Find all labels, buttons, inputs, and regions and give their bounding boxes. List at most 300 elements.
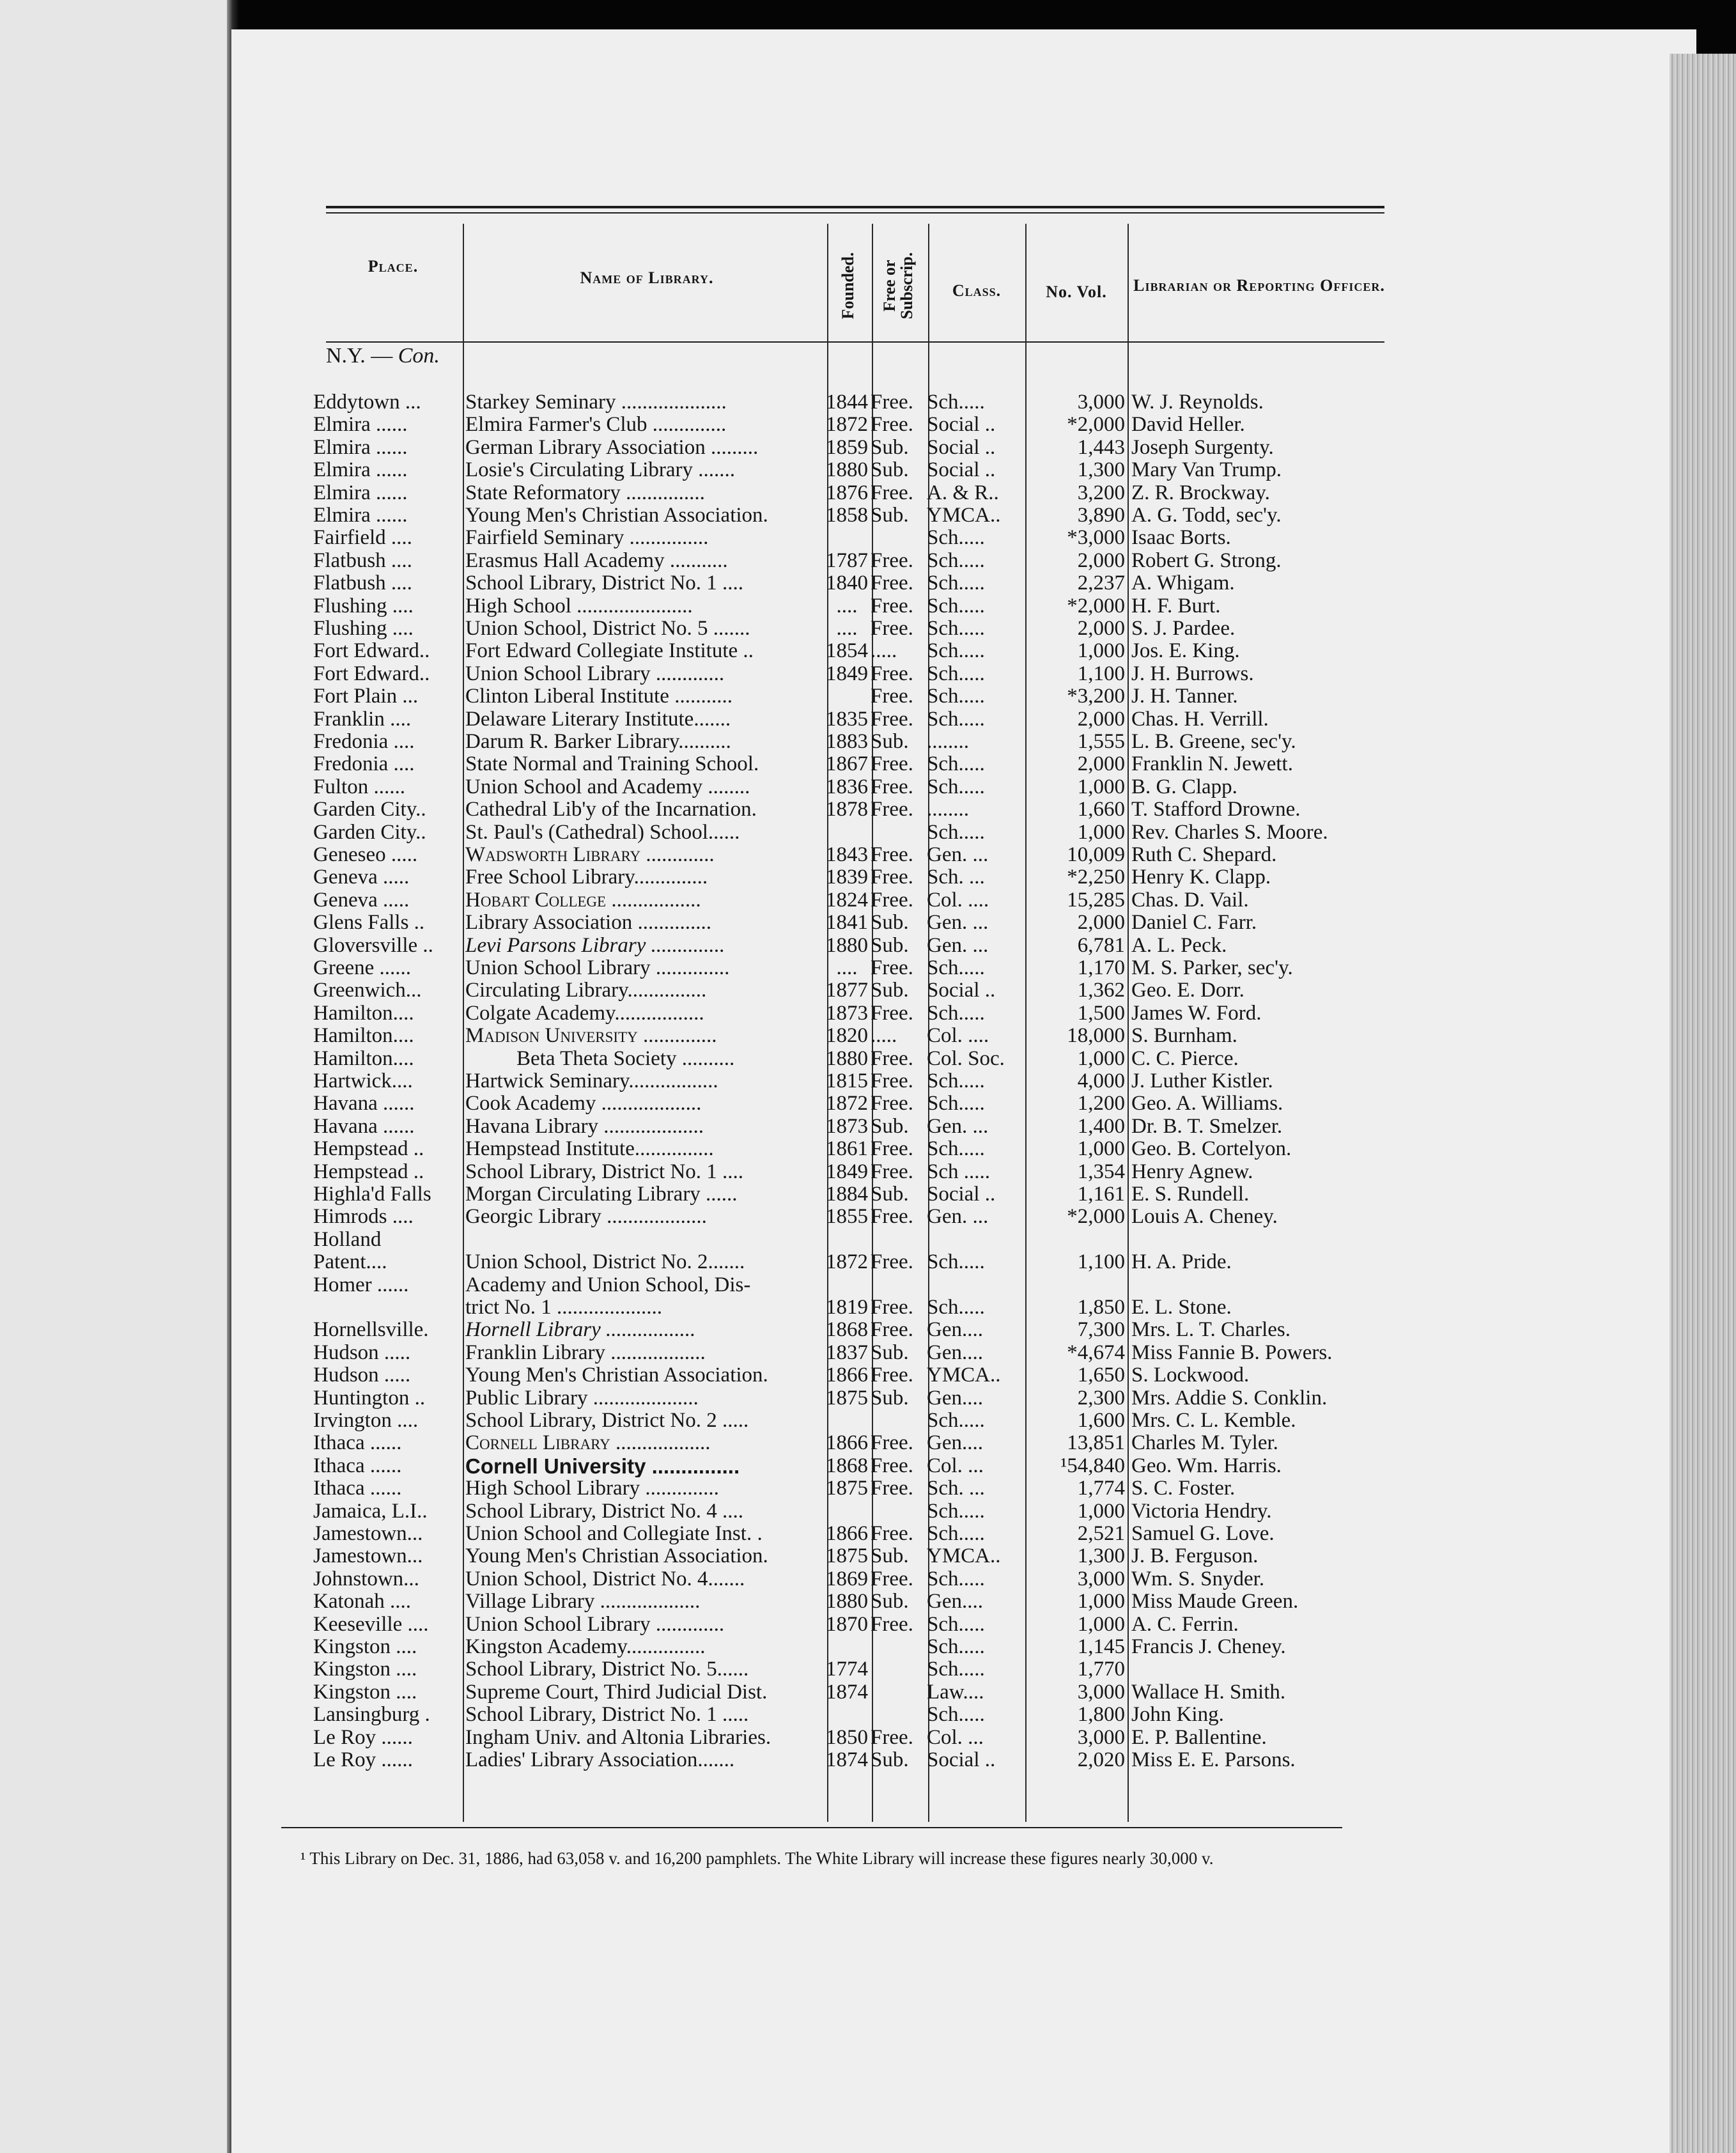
cell-free: Sub. bbox=[871, 459, 909, 482]
cell-class: Sch..... bbox=[927, 1658, 985, 1681]
cell-vol: 2,237 bbox=[1077, 572, 1125, 595]
cell-founded: 1872 bbox=[826, 1251, 868, 1274]
cell-founded: 1872 bbox=[826, 414, 868, 437]
cell-free: ..... bbox=[871, 640, 897, 663]
cell-class: Col. .... bbox=[927, 889, 989, 912]
cell-name: Starkey Seminary .................... bbox=[465, 391, 727, 414]
cell-place: Ithaca ...... bbox=[313, 1432, 402, 1455]
cell-place: Jamestown... bbox=[313, 1523, 423, 1545]
cell-name: Academy and Union School, Dis- bbox=[465, 1273, 751, 1296]
cell-class: Sch..... bbox=[927, 1138, 985, 1161]
cell-name: Young Men's Christian Association. bbox=[465, 504, 768, 527]
cell-class: Sch..... bbox=[927, 1613, 985, 1636]
cell-librarian: Chas. D. Vail. bbox=[1131, 889, 1249, 912]
cell-name: Erasmus Hall Academy ........... bbox=[465, 549, 728, 572]
cell-founded: 1884 bbox=[826, 1183, 868, 1206]
cell-class: Sch..... bbox=[927, 1704, 985, 1727]
cell-name: High School Library .............. bbox=[465, 1477, 719, 1500]
cell-free: Free. bbox=[871, 708, 913, 731]
cell-founded: 1835 bbox=[826, 708, 868, 731]
cell-free: Sub. bbox=[871, 1341, 909, 1364]
cell-librarian: H. F. Burt. bbox=[1131, 595, 1221, 618]
cell-name: Hobart College ................. bbox=[465, 889, 701, 912]
cell-name: Young Men's Christian Association. bbox=[465, 1364, 768, 1387]
cell-librarian: S. Burnham. bbox=[1131, 1025, 1237, 1048]
cell-place: Havana ...... bbox=[313, 1092, 415, 1115]
cell-librarian: S. C. Foster. bbox=[1131, 1477, 1236, 1500]
cell-vol: 1,145 bbox=[1077, 1636, 1125, 1658]
cell-founded: 1869 bbox=[826, 1567, 868, 1590]
cell-class: Social .. bbox=[927, 436, 996, 459]
cell-founded: 1855 bbox=[826, 1206, 868, 1229]
cell-free: Free. bbox=[871, 618, 913, 640]
cell-founded: 1867 bbox=[826, 753, 868, 776]
cell-vol: 1,300 bbox=[1077, 459, 1125, 482]
cell-vol: 2,000 bbox=[1077, 753, 1125, 776]
cell-founded: 1868 bbox=[826, 1454, 868, 1477]
cell-free: Free. bbox=[871, 1138, 913, 1161]
cell-vol: 1,774 bbox=[1077, 1477, 1125, 1500]
cell-librarian: Miss Fannie B. Powers. bbox=[1131, 1341, 1333, 1364]
cell-founded: 1880 bbox=[826, 459, 868, 482]
cell-class: Sch..... bbox=[927, 821, 985, 844]
cell-vol: *2,000 bbox=[1067, 1206, 1125, 1229]
cell-name: Union School and Academy ........ bbox=[465, 775, 750, 798]
cell-vol: ¹54,840 bbox=[1060, 1454, 1125, 1477]
cell-founded: 1866 bbox=[826, 1432, 868, 1455]
cell-place: Holland bbox=[313, 1228, 382, 1251]
cell-place: Elmira ...... bbox=[313, 504, 408, 527]
cell-vol: 1,170 bbox=[1077, 957, 1125, 979]
cell-free: Sub. bbox=[871, 1749, 909, 1771]
cell-librarian: Geo. E. Dorr. bbox=[1131, 979, 1244, 1002]
cell-name: School Library, District No. 1 .... bbox=[465, 1160, 744, 1183]
cell-librarian: Chas. H. Verrill. bbox=[1131, 708, 1269, 731]
cell-place: Homer ...... bbox=[313, 1273, 409, 1296]
cell-place: Hudson ..... bbox=[313, 1364, 411, 1387]
top-rule-thin bbox=[326, 212, 1384, 214]
cell-name: Kingston Academy............... bbox=[465, 1636, 706, 1658]
cell-librarian: David Heller. bbox=[1131, 414, 1245, 437]
cell-place: Greene ...... bbox=[313, 957, 412, 979]
cell-founded: 1880 bbox=[826, 1047, 868, 1070]
cell-class: Social .. bbox=[927, 979, 996, 1002]
cell-place: Greenwich... bbox=[313, 979, 422, 1002]
cell-class: Sch..... bbox=[927, 775, 985, 798]
cell-class: Gen. ... bbox=[927, 1115, 989, 1138]
cell-vol: 1,000 bbox=[1077, 1590, 1125, 1613]
cell-founded: 1874 bbox=[826, 1681, 868, 1704]
cell-free: Free. bbox=[871, 1726, 913, 1749]
cell-name: School Library, District No. 1 .... bbox=[465, 572, 744, 595]
cell-founded: 1850 bbox=[826, 1726, 868, 1749]
cell-vol: 18,000 bbox=[1067, 1025, 1125, 1048]
cell-class: Gen.... bbox=[927, 1319, 983, 1342]
cell-librarian: Charles M. Tyler. bbox=[1131, 1432, 1278, 1455]
cell-class: Sch..... bbox=[927, 1410, 985, 1432]
cell-name: Free School Library.............. bbox=[465, 866, 708, 889]
cell-librarian: E. S. Rundell. bbox=[1131, 1183, 1250, 1206]
cell-class: Sch..... bbox=[927, 572, 985, 595]
cell-free: Sub. bbox=[871, 979, 909, 1002]
header-class: Class. bbox=[952, 281, 1002, 300]
cell-free: Free. bbox=[871, 595, 913, 618]
cell-librarian: E. P. Ballentine. bbox=[1131, 1726, 1267, 1749]
cell-place: Ithaca ...... bbox=[313, 1454, 402, 1477]
cell-librarian: Henry K. Clapp. bbox=[1131, 866, 1271, 889]
cell-librarian: Wm. S. Snyder. bbox=[1131, 1567, 1265, 1590]
cell-place: Gloversville .. bbox=[313, 934, 433, 957]
cell-name: Darum R. Barker Library.......... bbox=[465, 731, 731, 753]
cell-class: Gen. ... bbox=[927, 844, 989, 866]
cell-place: Fredonia .... bbox=[313, 731, 415, 753]
cell-place: Elmira ...... bbox=[313, 436, 408, 459]
cell-class: Gen.... bbox=[927, 1341, 983, 1364]
cell-name: Village Library ................... bbox=[465, 1590, 701, 1613]
cell-class: Sch..... bbox=[927, 1567, 985, 1590]
cell-place: Hornellsville. bbox=[313, 1319, 429, 1342]
cell-librarian: Franklin N. Jewett. bbox=[1131, 753, 1293, 776]
cell-vol: 1,800 bbox=[1077, 1704, 1125, 1727]
cell-librarian: S. Lockwood. bbox=[1131, 1364, 1250, 1387]
cell-librarian: Louis A. Cheney. bbox=[1131, 1206, 1278, 1229]
cell-class: Col. Soc. bbox=[927, 1047, 1005, 1070]
cell-free: Sub. bbox=[871, 436, 909, 459]
cell-name: Young Men's Christian Association. bbox=[465, 1545, 768, 1568]
cell-librarian: Geo. B. Cortelyon. bbox=[1131, 1138, 1292, 1161]
cell-class: Sch..... bbox=[927, 1636, 985, 1658]
cell-librarian: M. S. Parker, sec'y. bbox=[1131, 957, 1293, 979]
cell-founded: 1841 bbox=[826, 912, 868, 935]
cell-name: Union School Library ............. bbox=[465, 662, 725, 685]
cell-vol: 3,000 bbox=[1077, 391, 1125, 414]
cell-free: Free. bbox=[871, 1454, 913, 1477]
cell-librarian: Samuel G. Love. bbox=[1131, 1523, 1275, 1545]
cell-librarian: Victoria Hendry. bbox=[1131, 1500, 1272, 1523]
cell-free: Sub. bbox=[871, 731, 909, 753]
cell-vol: 1,555 bbox=[1077, 731, 1125, 753]
cell-free: Sub. bbox=[871, 1387, 909, 1410]
cell-founded: 1843 bbox=[826, 844, 868, 866]
cell-name: Fairfield Seminary ............... bbox=[465, 527, 709, 550]
cell-name: Library Association .............. bbox=[465, 912, 711, 935]
cell-place: Fort Edward.. bbox=[313, 640, 430, 663]
cell-class: Sch..... bbox=[927, 595, 985, 618]
cell-place: Havana ...... bbox=[313, 1115, 415, 1138]
cell-class: Sch..... bbox=[927, 618, 985, 640]
cell-vol: 1,000 bbox=[1077, 640, 1125, 663]
cell-class: Gen. ... bbox=[927, 912, 989, 935]
facing-page bbox=[0, 0, 230, 2153]
cell-free: Free. bbox=[871, 481, 913, 504]
cell-place: Geneva ..... bbox=[313, 866, 410, 889]
cell-place: Hamilton.... bbox=[313, 1047, 414, 1070]
cell-free: Free. bbox=[871, 1364, 913, 1387]
cell-founded: 1849 bbox=[826, 662, 868, 685]
cell-place: Fredonia .... bbox=[313, 753, 415, 776]
cell-founded: 1774 bbox=[826, 1658, 868, 1681]
cell-place: Lansingburg . bbox=[313, 1704, 430, 1727]
cell-class: Social .. bbox=[927, 459, 996, 482]
cell-name: St. Paul's (Cathedral) School...... bbox=[465, 821, 740, 844]
cell-free: Free. bbox=[871, 1613, 913, 1636]
header-rule bbox=[326, 341, 1384, 343]
cell-vol: *2,000 bbox=[1067, 414, 1125, 437]
cell-vol: 1,000 bbox=[1077, 1500, 1125, 1523]
cell-class: Gen. ... bbox=[927, 1206, 989, 1229]
cell-class: YMCA.. bbox=[927, 1545, 1001, 1568]
cell-librarian: J. B. Ferguson. bbox=[1131, 1545, 1259, 1568]
cell-name: Colgate Academy................. bbox=[465, 1002, 704, 1025]
cell-name: Union School, District No. 5 ....... bbox=[465, 618, 750, 640]
cell-place: Garden City.. bbox=[313, 798, 426, 821]
cell-librarian: James W. Ford. bbox=[1131, 1002, 1262, 1025]
cell-librarian: E. L. Stone. bbox=[1131, 1296, 1232, 1319]
cell-place: Patent.... bbox=[313, 1251, 387, 1274]
cell-place: Garden City.. bbox=[313, 821, 426, 844]
cell-free: Free. bbox=[871, 414, 913, 437]
cell-name: Elmira Farmer's Club .............. bbox=[465, 414, 727, 437]
cell-free: Free. bbox=[871, 572, 913, 595]
cell-class: Col. ... bbox=[927, 1454, 984, 1477]
cell-librarian: A. G. Todd, sec'y. bbox=[1131, 504, 1282, 527]
cell-name: Losie's Circulating Library ....... bbox=[465, 459, 736, 482]
cell-class: Sch. ... bbox=[927, 1477, 985, 1500]
cell-place: Jamaica, L.I.. bbox=[313, 1500, 428, 1523]
cell-name: Union School, District No. 4....... bbox=[465, 1567, 745, 1590]
cell-place: Kingston .... bbox=[313, 1681, 417, 1704]
cell-place: Irvington .... bbox=[313, 1410, 419, 1432]
cell-free: Free. bbox=[871, 1206, 913, 1229]
cell-vol: 1,500 bbox=[1077, 1002, 1125, 1025]
cell-librarian: Geo. A. Williams. bbox=[1131, 1092, 1283, 1115]
cell-free: Free. bbox=[871, 549, 913, 572]
cell-class: Social .. bbox=[927, 1183, 996, 1206]
cell-founded: 1840 bbox=[826, 572, 868, 595]
cell-place: Geneva ..... bbox=[313, 889, 410, 912]
cell-librarian: Mrs. C. L. Kemble. bbox=[1131, 1410, 1296, 1432]
state-cont: Con. bbox=[398, 344, 440, 368]
cell-class: Sch..... bbox=[927, 1523, 985, 1545]
cell-founded: 1875 bbox=[826, 1387, 868, 1410]
cell-vol: 1,354 bbox=[1077, 1160, 1125, 1183]
cell-class: Sch..... bbox=[927, 685, 985, 708]
cell-place: Huntington .. bbox=[313, 1387, 426, 1410]
cell-name: Union School Library .............. bbox=[465, 957, 730, 979]
cell-vol: 1,362 bbox=[1077, 979, 1125, 1002]
cell-librarian: Mrs. Addie S. Conklin. bbox=[1131, 1387, 1328, 1410]
cell-vol: 1,000 bbox=[1077, 1047, 1125, 1070]
cell-free: Free. bbox=[871, 844, 913, 866]
cell-librarian: Z. R. Brockway. bbox=[1131, 481, 1270, 504]
cell-vol: 7,300 bbox=[1077, 1319, 1125, 1342]
cell-founded: 1872 bbox=[826, 1092, 868, 1115]
cell-place: Fort Edward.. bbox=[313, 662, 430, 685]
cell-founded: 1874 bbox=[826, 1749, 868, 1771]
cell-librarian: Dr. B. T. Smelzer. bbox=[1131, 1115, 1283, 1138]
page-edges bbox=[1670, 54, 1736, 2153]
cell-class: Sch ..... bbox=[927, 1160, 990, 1183]
cell-vol: 2,000 bbox=[1077, 912, 1125, 935]
cell-vol: 1,400 bbox=[1077, 1115, 1125, 1138]
cell-name: Public Library .................... bbox=[465, 1387, 699, 1410]
cell-place: Hudson ..... bbox=[313, 1341, 411, 1364]
header-name: Name of Library. bbox=[580, 268, 714, 287]
cell-librarian: J. H. Burrows. bbox=[1131, 662, 1254, 685]
cell-founded: 1787 bbox=[826, 549, 868, 572]
cell-founded: 1837 bbox=[826, 1341, 868, 1364]
cell-free: Free. bbox=[871, 1160, 913, 1183]
cell-free: Sub. bbox=[871, 1115, 909, 1138]
cell-vol: 1,200 bbox=[1077, 1092, 1125, 1115]
cell-place: Le Roy ...... bbox=[313, 1726, 413, 1749]
cell-vol: 2,020 bbox=[1077, 1749, 1125, 1771]
cell-librarian: Joseph Surgenty. bbox=[1131, 436, 1274, 459]
cell-place: Hartwick.... bbox=[313, 1070, 413, 1092]
cell-class: Gen.... bbox=[927, 1590, 983, 1613]
cell-free: Sub. bbox=[871, 1545, 909, 1568]
cell-free: Sub. bbox=[871, 934, 909, 957]
cell-name: Hornell Library ................. bbox=[465, 1319, 696, 1342]
cell-librarian: Daniel C. Farr. bbox=[1131, 912, 1257, 935]
cell-place: Katonah .... bbox=[313, 1590, 412, 1613]
cell-founded: 1815 bbox=[826, 1070, 868, 1092]
cell-name: School Library, District No. 4 .... bbox=[465, 1500, 744, 1523]
cell-founded: 1875 bbox=[826, 1545, 868, 1568]
cell-founded: 1844 bbox=[826, 391, 868, 414]
cell-vol: 1,000 bbox=[1077, 821, 1125, 844]
cell-librarian: J. Luther Kistler. bbox=[1131, 1070, 1273, 1092]
cell-place: Jamestown... bbox=[313, 1545, 423, 1568]
cell-place: Elmira ...... bbox=[313, 459, 408, 482]
cell-place: Hamilton.... bbox=[313, 1025, 414, 1048]
cell-class: Sch. ... bbox=[927, 866, 985, 889]
cell-place: Highla'd Falls bbox=[313, 1183, 431, 1206]
cell-free: Free. bbox=[871, 1319, 913, 1342]
cell-place: Himrods .... bbox=[313, 1206, 414, 1229]
cell-librarian: S. J. Pardee. bbox=[1131, 618, 1236, 640]
cell-class: Gen.... bbox=[927, 1432, 983, 1455]
cell-name: Union School Library ............. bbox=[465, 1613, 725, 1636]
cell-name: Delaware Literary Institute....... bbox=[465, 708, 731, 731]
cell-vol: *4,674 bbox=[1067, 1341, 1125, 1364]
cell-free: Free. bbox=[871, 391, 913, 414]
state-name: N.Y. — bbox=[326, 344, 393, 368]
cell-vol: *2,000 bbox=[1067, 595, 1125, 618]
cell-librarian: Jos. E. King. bbox=[1131, 640, 1240, 663]
cell-vol: 1,100 bbox=[1077, 1251, 1125, 1274]
header-place: Place. bbox=[368, 257, 419, 276]
cell-class: Col. ... bbox=[927, 1726, 984, 1749]
cell-founded: 1878 bbox=[826, 798, 868, 821]
cell-founded: 1836 bbox=[826, 775, 868, 798]
cell-free: Free. bbox=[871, 1002, 913, 1025]
cell-founded: 1866 bbox=[826, 1523, 868, 1545]
footnote-rule bbox=[281, 1827, 1342, 1828]
cell-free: Free. bbox=[871, 798, 913, 821]
cell-librarian: J. H. Tanner. bbox=[1131, 685, 1238, 708]
cell-founded: .... bbox=[836, 618, 858, 640]
cell-founded: 1883 bbox=[826, 731, 868, 753]
cell-class: Sch..... bbox=[927, 640, 985, 663]
cell-librarian: C. C. Pierce. bbox=[1131, 1047, 1239, 1070]
cell-place: Kingston .... bbox=[313, 1658, 417, 1681]
cell-vol: 1,000 bbox=[1077, 1613, 1125, 1636]
cell-founded: 1859 bbox=[826, 436, 868, 459]
cell-founded: 1873 bbox=[826, 1002, 868, 1025]
cell-class: Sch..... bbox=[927, 957, 985, 979]
cell-class: Sch..... bbox=[927, 1002, 985, 1025]
cell-librarian: Mary Van Trump. bbox=[1131, 459, 1282, 482]
cell-founded: .... bbox=[836, 595, 858, 618]
top-rule bbox=[326, 206, 1384, 208]
cell-vol: 1,660 bbox=[1077, 798, 1125, 821]
header-founded: Founded. bbox=[839, 252, 857, 320]
cell-free: Sub. bbox=[871, 1183, 909, 1206]
cell-name: Madison University .............. bbox=[465, 1025, 717, 1048]
cell-place: Glens Falls .. bbox=[313, 912, 425, 935]
cell-vol: 2,000 bbox=[1077, 618, 1125, 640]
cell-name: German Library Association ......... bbox=[465, 436, 759, 459]
cell-librarian: H. A. Pride. bbox=[1131, 1251, 1232, 1274]
cell-librarian: A. C. Ferrin. bbox=[1131, 1613, 1239, 1636]
cell-class: Sch..... bbox=[927, 1296, 985, 1319]
cell-founded: 1849 bbox=[826, 1160, 868, 1183]
cell-class: Sch..... bbox=[927, 1070, 985, 1092]
cell-name: Ingham Univ. and Altonia Libraries. bbox=[465, 1726, 771, 1749]
cell-vol: 2,521 bbox=[1077, 1523, 1125, 1545]
cell-name: State Normal and Training School. bbox=[465, 753, 759, 776]
cell-vol: 2,000 bbox=[1077, 549, 1125, 572]
state-heading bbox=[326, 344, 440, 368]
cell-place: Flushing .... bbox=[313, 595, 414, 618]
cell-name: Ladies' Library Association....... bbox=[465, 1749, 735, 1771]
cell-name: School Library, District No. 5...... bbox=[465, 1658, 749, 1681]
cell-free: Free. bbox=[871, 1047, 913, 1070]
cell-librarian: T. Stafford Drowne. bbox=[1131, 798, 1301, 821]
cell-free: Free. bbox=[871, 1251, 913, 1274]
cell-founded: 1866 bbox=[826, 1364, 868, 1387]
cell-founded: 1873 bbox=[826, 1115, 868, 1138]
cell-free: Free. bbox=[871, 685, 913, 708]
cell-class: Sch..... bbox=[927, 1500, 985, 1523]
cell-vol: 1,600 bbox=[1077, 1410, 1125, 1432]
cell-name: trict No. 1 .................... bbox=[465, 1296, 662, 1319]
cell-class: YMCA.. bbox=[927, 504, 1001, 527]
cell-class: Sch..... bbox=[927, 708, 985, 731]
cell-name: Cornell University ............... bbox=[465, 1454, 740, 1477]
cell-vol: 1,000 bbox=[1077, 775, 1125, 798]
cell-name: Levi Parsons Library .............. bbox=[465, 934, 725, 957]
cell-class: Sch..... bbox=[927, 1251, 985, 1274]
cell-name: Clinton Liberal Institute ........... bbox=[465, 685, 732, 708]
cell-librarian: Miss E. E. Parsons. bbox=[1131, 1749, 1296, 1771]
cell-founded: 1880 bbox=[826, 934, 868, 957]
cell-vol: 15,285 bbox=[1067, 889, 1125, 912]
cell-place: Hempstead .. bbox=[313, 1160, 424, 1183]
cell-free: Free. bbox=[871, 662, 913, 685]
cell-founded: 1870 bbox=[826, 1613, 868, 1636]
cell-class: ........ bbox=[927, 798, 969, 821]
cell-vol: 1,443 bbox=[1077, 436, 1125, 459]
column-divider-place bbox=[463, 224, 464, 1822]
cell-vol: 3,890 bbox=[1077, 504, 1125, 527]
cell-founded: 1824 bbox=[826, 889, 868, 912]
cell-name: Fort Edward Collegiate Institute .. bbox=[465, 640, 754, 663]
cell-place: Flushing .... bbox=[313, 618, 414, 640]
cell-librarian: Ruth C. Shepard. bbox=[1131, 844, 1277, 866]
cell-vol: 1,100 bbox=[1077, 662, 1125, 685]
